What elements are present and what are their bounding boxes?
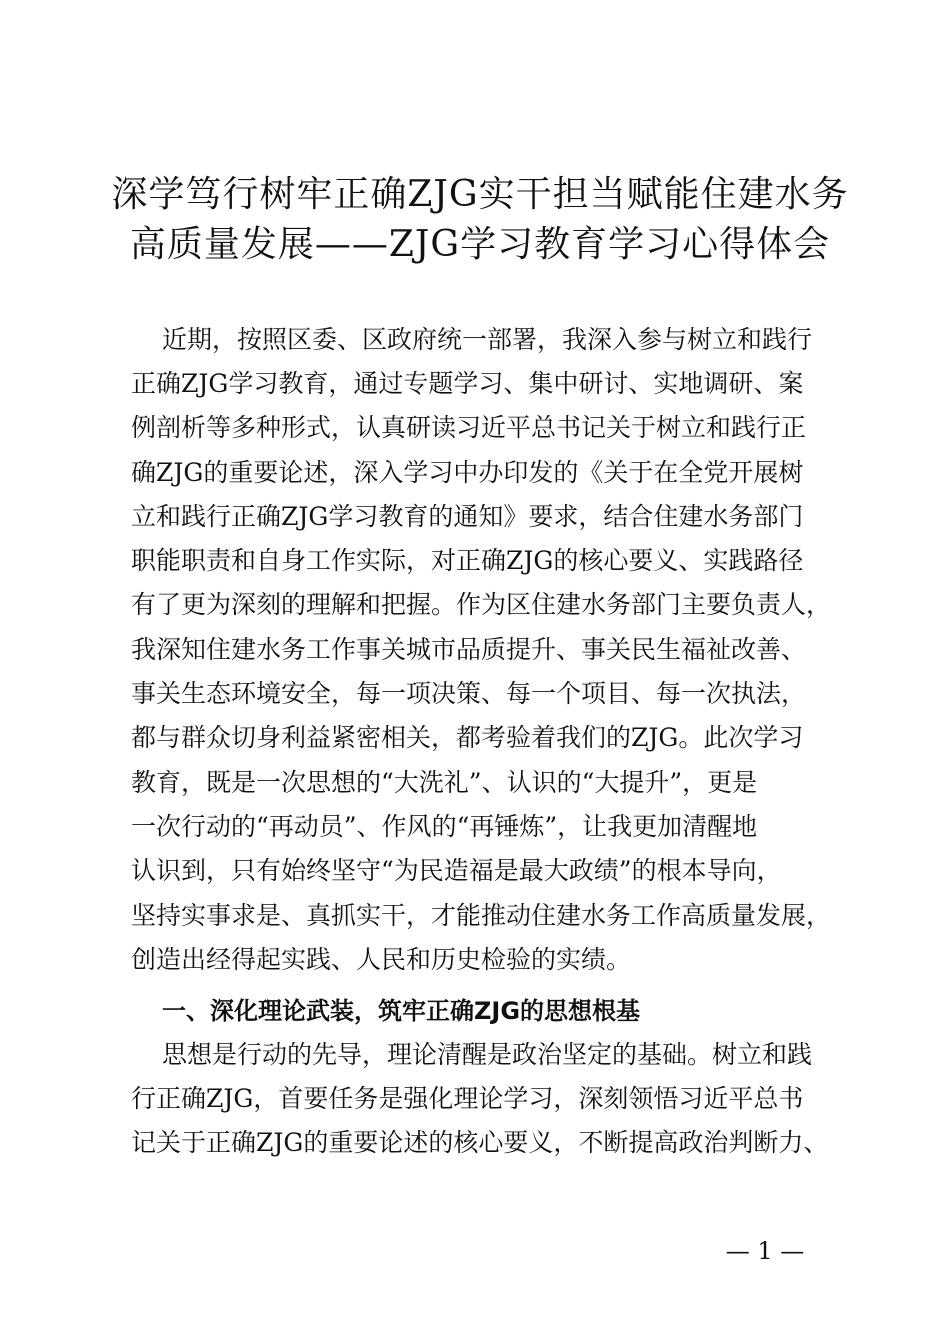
paragraph-2-line-2: 行正确ZJG，首要任务是强化理论学习，深刻领悟习近平总书 <box>131 1084 804 1113</box>
paragraph-1-line-4: 确ZJG的重要论述，深入学习中办印发的《关于在全党开展树 <box>131 458 804 487</box>
document-title <box>100 170 860 270</box>
paragraph-1-line-14: 坚持实事求是、真抓实干，才能推动住建水务工作高质量发展， <box>131 901 832 930</box>
paragraph-1-line-2: 正确ZJG学习教育，通过专题学习、集中研讨、实地调研、案 <box>131 369 804 398</box>
paragraph-1-line-6: 职能职责和自身工作实际，对正确ZJG的核心要义、实践路径 <box>131 546 804 575</box>
paragraph-1-line-1: 近期，按照区委、区政府统一部署，我深入参与树立和践行 <box>162 325 813 354</box>
paragraph-1-line-7: 有了更为深刻的理解和把握。作为区住建水务部门主要负责人， <box>131 590 832 619</box>
paragraph-2-line-1: 思想是行动的先导，理论清醒是政治坚定的基础。树立和践 <box>162 1040 813 1069</box>
paragraph-1-line-11: 教育，既是一次思想的“大洗礼”、认识的“大提升”，更是 <box>131 768 758 797</box>
paragraph-1-line-15: 创造出经得起实践、人民和历史检验的实绩。 <box>131 945 632 974</box>
paragraph-1-line-12: 一次行动的“再动员”、作风的“再锤炼”，让我更加清醒地 <box>131 812 758 841</box>
page-number: — 1 — <box>725 1237 805 1265</box>
paragraph-1-line-9: 事关生态环境安全，每一项决策、每一个项目、每一次执法， <box>131 679 807 708</box>
paragraph-2-line-3: 记关于正确ZJG的重要论述的核心要义，不断提高政治判断力、 <box>131 1128 829 1157</box>
paragraph-1-line-10: 都与群众切身利益紧密相关，都考验着我们的ZJG。此次学习 <box>131 723 804 752</box>
paragraph-1-line-13: 认识到，只有始终坚守“为民造福是最大政绩”的根本导向， <box>131 856 782 885</box>
paragraph-1-line-8: 我深知住建水务工作事关城市品质提升、事关民生福祉改善、 <box>131 635 807 664</box>
section-1-heading: 一、深化理论武装，筑牢正确ZJG的思想根基 <box>162 997 641 1025</box>
paragraph-1-line-3: 例剖析等多种形式，认真研读习近平总书记关于树立和践行正 <box>131 413 807 442</box>
title-line-1: 深学笃行树牢正确ZJG实干担当赋能住建水务 <box>111 174 849 215</box>
title-line-2: 高质量发展——ZJG学习教育学习心得体会 <box>129 224 831 265</box>
paragraph-1-line-5: 立和践行正确ZJG学习教育的通知》要求，结合住建水务部门 <box>131 502 804 531</box>
